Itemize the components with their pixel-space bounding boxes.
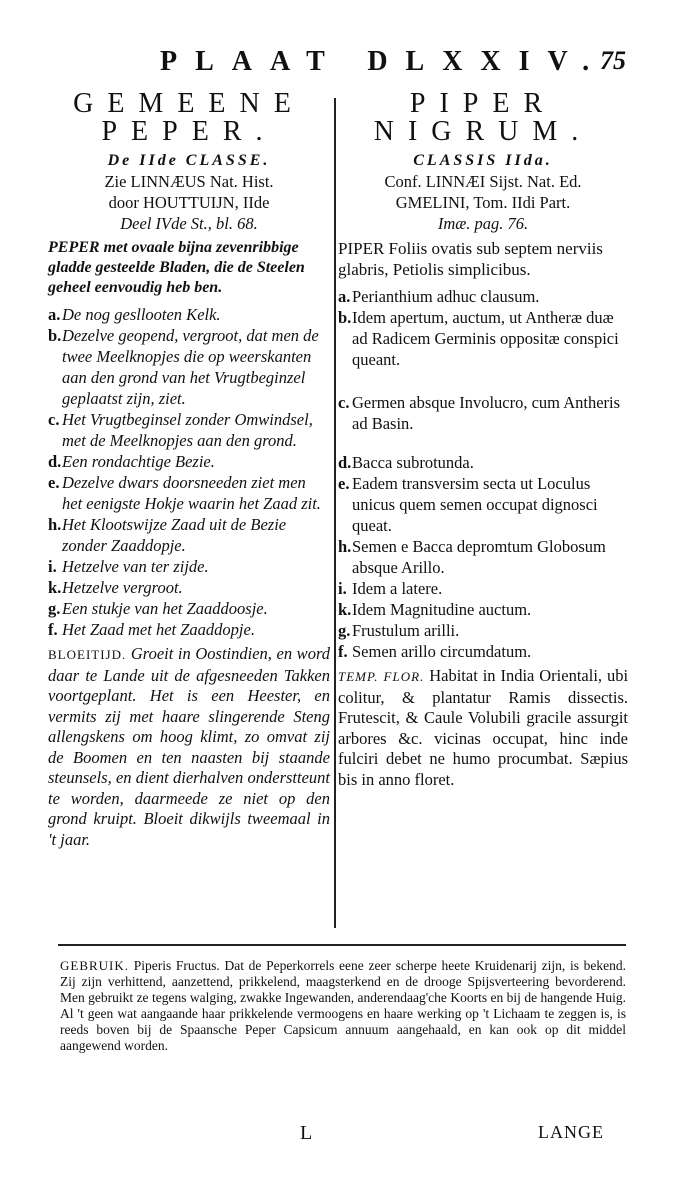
list-item xyxy=(338,307,628,370)
dutch-ref-2: door HOUTTUIJN, IIde xyxy=(108,193,270,212)
item-text: Hetzelve vergroot. xyxy=(62,578,183,597)
dutch-description: PEPER met ovaale bijna zevenribbige gladde gesteelde Bladen, die de Steelen geheel eenvoudig heb ben. xyxy=(48,239,305,296)
bloeitijd-text: Groeit in Oostindien, en word daar te Lande uit de afgesneeden Takken voortgeplant. Het is een Heester, en vermits zij met haare slingerende Steng allengskens om hoog klimt, zo omvat zij de Boomen en ten naasten bij staande steunsels, en dient dierhalven onderstteunt te worden, daarmeede ze niet op den grond kruipt. Bloeit dikwijls tweemaal in 't jaar. xyxy=(48,644,330,849)
latin-item-list xyxy=(338,286,628,662)
catchword: LANGE xyxy=(538,1122,604,1142)
page-number: 75 xyxy=(600,46,626,75)
temp-flor-label: TEMP. FLOR. xyxy=(338,669,425,684)
item-text: De nog gesllooten Kelk. xyxy=(62,305,221,324)
item-letter: c. xyxy=(338,393,350,412)
list-item xyxy=(48,325,330,409)
latin-ref-2: GMELINI, Tom. IIdi Part. xyxy=(395,193,571,212)
latin-column xyxy=(338,90,628,790)
dutch-column xyxy=(48,90,330,850)
list-item xyxy=(338,452,628,473)
list-item xyxy=(338,641,628,662)
item-letter: i. xyxy=(338,579,347,598)
list-item xyxy=(48,598,330,619)
list-item xyxy=(338,536,628,578)
latin-ref-3: Imæ. pag. 76. xyxy=(437,214,529,233)
list-item xyxy=(48,409,330,451)
list-item xyxy=(48,619,330,640)
item-letter: b. xyxy=(48,326,62,345)
item-text: Semen e Bacca depromtum Globosum absque Arillo. xyxy=(352,537,606,577)
item-letter: d. xyxy=(48,452,62,471)
item-letter: i. xyxy=(48,557,57,576)
item-text: Het Klootswijze Zaad uit de Bezie zonder Zaaddopje. xyxy=(62,515,287,555)
item-letter: f. xyxy=(48,620,58,639)
gebruik-text: Piperis Fructus. Dat de Peperkorrels eene zeer scherpe heete Kruidenarij zijn, is bekend. Zij zijn verhittend, aanzettend, prikkelend, maagsterkend en de drooge Spijsverteering bevorderend. Men gebruikt ze tegens walging, zwakke Ingewanden, anderendaag'che Koorts en bij de hangende Huig. Al 't geen wat aangaande haar prikkelende vermoogens en haare werking op 't Lichaam te zeggen is, is reeds boven bij de Spaansche Peper Capsicum annuum aangehaald, en kan ook op dit middel aangewend worden. xyxy=(60,958,626,1053)
item-letter: k. xyxy=(48,578,62,597)
footnote-rule xyxy=(58,944,626,946)
list-item xyxy=(338,620,628,641)
item-text: Idem a latere. xyxy=(352,579,443,598)
item-letter: h. xyxy=(338,537,352,556)
signature-mark: L xyxy=(300,1122,313,1144)
item-letter: k. xyxy=(338,600,352,619)
page-header xyxy=(0,46,682,80)
item-letter: g. xyxy=(338,621,351,640)
latin-title-1: PIPER xyxy=(409,88,557,119)
dutch-ref-3: Deel IVde St., bl. 68. xyxy=(120,214,258,233)
item-text: Semen arillo circumdatum. xyxy=(352,642,532,661)
latin-description: PIPER Foliis ovatis sub septem nerviis glabris, Petiolis simplicibus. xyxy=(338,239,603,279)
item-text: Het Zaad met het Zaaddopje. xyxy=(62,620,255,639)
gebruik-label: GEBRUIK. xyxy=(60,958,130,973)
item-text: Frustulum arilli. xyxy=(352,621,460,640)
list-item xyxy=(48,514,330,556)
list-item xyxy=(338,599,628,620)
item-letter: b. xyxy=(338,308,352,327)
item-letter: a. xyxy=(338,287,351,306)
list-item xyxy=(48,472,330,514)
item-text: Eadem transversim secta ut Loculus unicus quem semen occupat dignosci queat. xyxy=(352,474,598,535)
list-item xyxy=(338,473,628,536)
item-text: Hetzelve van ter zijde. xyxy=(62,557,209,576)
item-text: Een rondachtige Bezie. xyxy=(62,452,215,471)
item-letter: e. xyxy=(48,473,60,492)
plate-title: PLAAT DLXXIV. xyxy=(160,46,608,77)
item-text: Idem apertum, auctum, ut Antheræ duæ ad Radicem Germinis oppositæ conspici queant. xyxy=(352,308,619,369)
dutch-bloeitijd xyxy=(48,644,330,850)
list-item xyxy=(48,451,330,472)
item-text: Bacca subrotunda. xyxy=(352,453,474,472)
latin-temp-flor xyxy=(338,666,628,790)
item-text: Idem Magnitudine auctum. xyxy=(352,600,532,619)
item-letter: d. xyxy=(338,453,352,472)
temp-flor-text: Habitat in India Orientali, ubi colitur, & plantatur Ramis dissectis. Frutescit, & Caule Volubili gracile assurgit arbores &c. vicinas occupat, hinc inde fulciri debet ne humo procumbat. Sæpius bis in anno floret. xyxy=(338,666,629,789)
item-text: Perianthium adhuc clausum. xyxy=(352,287,540,306)
list-item xyxy=(338,286,628,307)
item-letter: a. xyxy=(48,305,61,324)
list-item xyxy=(338,392,628,434)
dutch-title-2: PEPER. xyxy=(101,116,277,147)
list-item xyxy=(338,578,628,599)
bloeitijd-label: BLOEITIJD. xyxy=(48,647,127,662)
item-text: Dezelve geopend, vergroot, dat men de twee Meelknopjes die op weerskanten aan den grond van het Vrugtbeginzel geplaatst zijn, ziet. xyxy=(62,326,319,408)
dutch-item-list xyxy=(48,304,330,640)
list-item xyxy=(48,556,330,577)
column-divider xyxy=(334,98,336,928)
latin-classis: CLASSIS IIda. xyxy=(413,152,553,169)
item-text: Germen absque Involucro, cum Antheris ad Basin. xyxy=(352,393,621,433)
item-letter: c. xyxy=(48,410,60,429)
list-item xyxy=(48,577,330,598)
gebruik-note xyxy=(60,958,626,1054)
latin-title-2: NIGRUM. xyxy=(373,116,593,147)
item-letter: h. xyxy=(48,515,62,534)
item-text: Dezelve dwars doorsneeden ziet men het eenigste Hokje waarin het Zaad zit. xyxy=(62,473,321,513)
item-letter: g. xyxy=(48,599,61,618)
item-letter: f. xyxy=(338,642,348,661)
item-text: Een stukje van het Zaaddoosje. xyxy=(62,599,268,618)
latin-ref-1: Conf. LINNÆI Sijst. Nat. Ed. xyxy=(384,172,582,191)
dutch-classe: De IIde CLASSE. xyxy=(107,152,271,169)
item-letter: e. xyxy=(338,474,350,493)
dutch-title-1: GEMEENE xyxy=(73,88,305,119)
list-item xyxy=(48,304,330,325)
item-text: Het Vrugtbeginsel zonder Omwindsel, met de Meelknopjes aan den grond. xyxy=(62,410,313,450)
dutch-ref-1: Zie LINNÆUS Nat. Hist. xyxy=(104,172,274,191)
